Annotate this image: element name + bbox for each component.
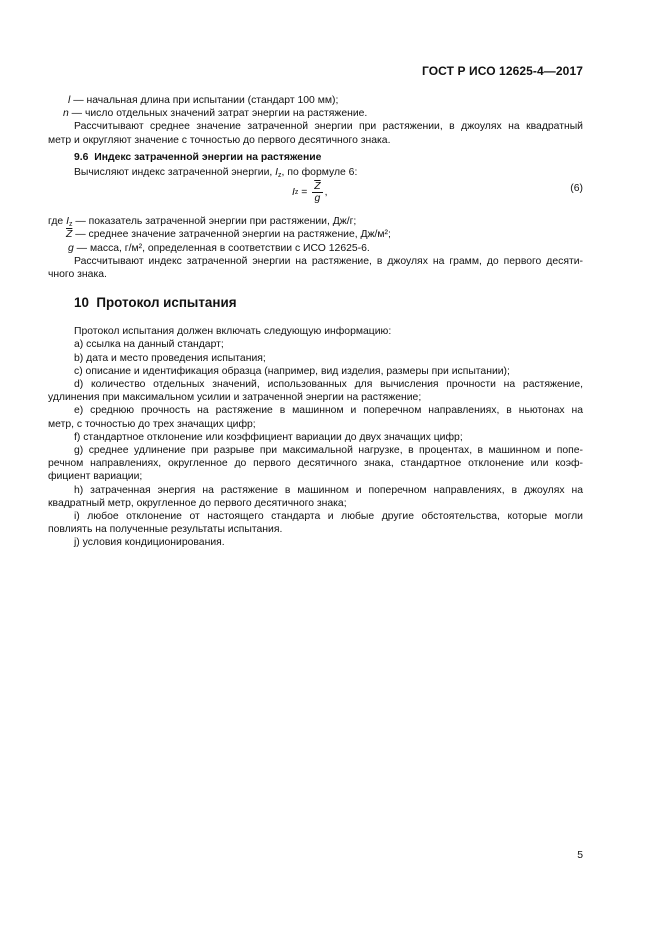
protocol-item-e-line-2: метр, с точностью до трех значащих цифр; [48, 418, 256, 430]
formula-expression: I z = $\frac{\overline{Z}}{g}$ , [292, 181, 328, 205]
protocol-intro: Протокол испытания должен включать следующую информацию: [74, 326, 392, 338]
definition-n-text: — число отдельных значений затрат энергии на растяжение. [68, 108, 368, 120]
protocol-item-g-line-1: g) среднее удлинение при разрыве при максимальной нагрузке, в процентах, в машинном и попе- [74, 445, 583, 457]
protocol-item-a: a) ссылка на данный стандарт; [74, 339, 224, 351]
paragraph-energy-line-2: метр и округляют значение с точностью до первого десятичного знака. [48, 134, 391, 146]
section-10-number: 10 [74, 295, 89, 311]
protocol-item-h-line-1: h) затраченная энергия на растяжение в машинном и поперечном направлениях, в джоулях на [74, 484, 583, 496]
paragraph-energy-line-1: Рассчитывают среднее значение затраченной энергии при растяжении, в джоулях на квадратный [74, 121, 583, 133]
formula-denominator: g [314, 193, 321, 205]
paragraph-index-line-1: Рассчитывают индекс затраченной энергии на растяжение, в джоулях на грамм, до первого десяти- [74, 255, 583, 267]
where-item-g: g — масса, г/м², определенная в соответствии с ИСО 12625-6. [68, 242, 370, 254]
section-10-heading [48, 295, 583, 311]
protocol-list [48, 338, 583, 549]
protocol-item-d-line-1: d) количество отдельных значений, использованных для вычисления прочности на растяжение, [74, 379, 583, 391]
section-9-6-title: Индекс затраченной энергии на растяжение [94, 151, 322, 163]
protocol-item-e-line-1: e) среднюю прочность на растяжение в машинном и поперечном направлениях, в ньютонах на [74, 405, 583, 417]
section-9-6-heading [48, 151, 583, 164]
protocol-item-i-line-1: i) любое отклонение от настоящего стандарта и любые другие обстоятельства, которые могли [74, 511, 583, 523]
protocol-item-j: j) условия кондиционирования. [74, 537, 225, 549]
protocol-item-i-line-2: повлиять на полученные результаты испытания. [48, 524, 283, 536]
protocol-item-c: c) описание и идентификация образца (например, вид изделия, размеры при испытании); [74, 365, 510, 377]
protocol-item-g-line-2: речном направлениях, округленное до первого десятичного знака, стандартное отклонение или коэф- [48, 458, 583, 470]
formula-numerator: $\overline{Z}$ [314, 181, 321, 193]
document-body [48, 94, 583, 550]
formula-6 [48, 179, 583, 215]
section-9-6-number: 9.6 [74, 151, 89, 163]
where-item-z: $\overline{Z}$ — среднее значение затраченной энергии на растяжение, Дж/м²; [66, 229, 391, 241]
protocol-item-h-line-2: квадратный метр, округленное до первого десятичного знака; [48, 497, 347, 509]
protocol-item-f: f) стандартное отклонение или коэффициент вариации до двух значащих цифр; [74, 431, 463, 443]
protocol-item-b: b) дата и место проведения испытания; [74, 352, 266, 364]
formula-fraction [312, 181, 322, 204]
standard-code-header: ГОСТ Р ИСО 12625-4—2017 [421, 64, 583, 78]
symbol-l: l [68, 95, 71, 106]
definition-n [48, 107, 583, 120]
formula-number: (6) [570, 183, 583, 195]
paragraph-index-line-2: чного знака. [48, 269, 107, 281]
protocol-item-g-line-3: фициент вариации; [48, 471, 143, 483]
symbol-n: n [63, 108, 69, 120]
section-9-6-intro: Вычисляют индекс затраченной энергии, $I_z$, по формуле 6: [74, 167, 358, 180]
definition-l-text: — начальная длина при испытании (стандарт 100 мм); [70, 95, 339, 106]
definition-l [48, 94, 583, 107]
section-10-title: Протокол испытания [96, 295, 237, 311]
where-item-iz: где $I_z$ — показатель затраченной энергии при растяжении, Дж/г; [48, 216, 357, 229]
protocol-item-d-line-2: удлинения при максимальном усилии и затраченной энергии на растяжение; [48, 392, 422, 404]
page-number: 5 [577, 850, 583, 861]
